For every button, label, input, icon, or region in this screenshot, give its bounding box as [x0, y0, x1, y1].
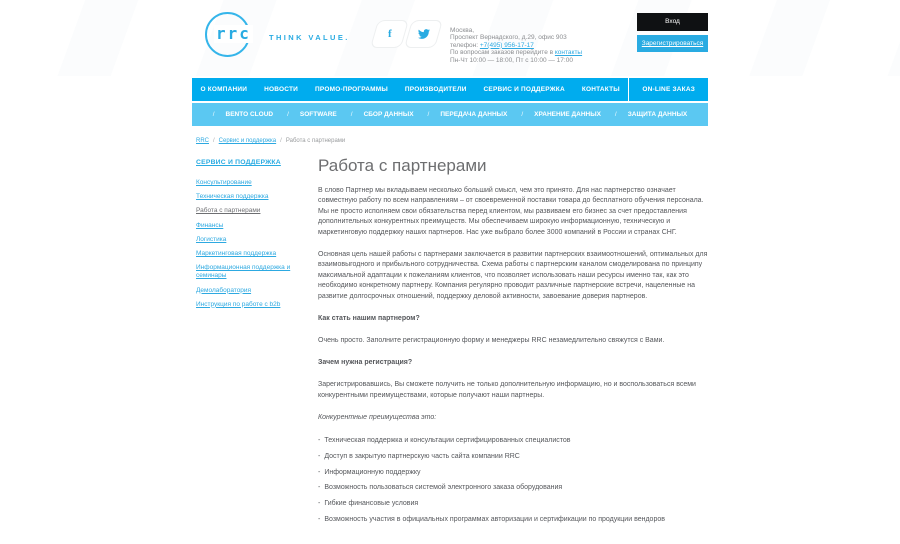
sidebar-item-tech-support[interactable]: Техническая поддержка: [196, 193, 269, 201]
nav-item-online-order[interactable]: ON-LINE ЗАКАЗ: [628, 78, 708, 101]
heading-why-register: Зачем нужна регистрация?: [318, 359, 413, 367]
list-item: - Гибкие финансовые условия: [318, 499, 708, 509]
social-links: [374, 20, 442, 48]
sidebar-title-service-support[interactable]: СЕРВИС И ПОДДЕРЖКА: [196, 159, 281, 166]
why-register-paragraph: Зарегистрировавшись, Вы сможете получить не только дополнительную информацию, но и воспользоваться всеми конкурентными преимуществами, которые получают наши партнеры.: [318, 381, 696, 399]
advantages-list: [318, 436, 708, 526]
phone-link[interactable]: +7(495) 956-17-17: [479, 41, 534, 49]
subnav-item-software[interactable]: / SOFTWARE: [287, 111, 337, 118]
rrc-logo[interactable]: [205, 12, 355, 60]
nav-item-news[interactable]: НОВОСТИ: [264, 86, 299, 93]
intro-paragraph: В слово Партнер мы вкладываем несколько больший смысл, чем это принято. Для нас партнерство означает совместную работу по всем направлениям – от своевременной поставки товара до бесплатного обучения персонала. Мы не просто исполняем свои обязательства перед клиентом, мы развиваем его бизнес за счет предоставления дополнительных конкурентных преимуществ. Мы обеспечиваем широкую информационную, техническую и маркетинговую поддержку наших партнеров. Нас уже выбрало более 3000 компаний в России и странах СНГ.: [318, 187, 704, 236]
sidebar-item-finance[interactable]: Финансы: [196, 221, 224, 229]
sidebar-item-consulting[interactable]: Консультирование: [196, 179, 252, 186]
advantages-intro: Конкурентные преимущества это:: [318, 414, 437, 422]
sidebar: [196, 159, 308, 315]
contact-address: Проспект Вернадского, д.29, офис 903: [450, 34, 567, 42]
auth-buttons: [637, 13, 708, 52]
subnav-item-data-transfer[interactable]: / ПЕРЕДАЧА ДАННЫХ: [428, 111, 508, 118]
breadcrumb-current: / Работа с партнерами: [276, 138, 345, 144]
nav-item-contacts[interactable]: КОНТАКТЫ: [581, 86, 620, 93]
facebook-icon: f: [387, 28, 392, 40]
become-partner-paragraph: Очень просто. Заполните регистрационную форму и менеджеры RRC незамедлительно свяжутся с Вами.: [318, 337, 665, 345]
sidebar-item-b2b-manual[interactable]: Инструкция по работе с b2b: [196, 300, 281, 308]
subnav-item-data-protection[interactable]: / ЗАЩИТА ДАННЫХ: [615, 111, 687, 118]
subnav-item-data-collection[interactable]: / СБОР ДАННЫХ: [351, 111, 414, 118]
list-item: - Возможность пользоваться системой электронного заказа оборудования: [318, 483, 708, 493]
page-title: Работа с партнерами: [318, 156, 487, 175]
heading-become-partner: Как стать нашим партнером?: [318, 315, 420, 323]
nav-item-company[interactable]: О КОМПАНИИ: [200, 86, 248, 93]
contact-city: Москва,: [450, 27, 474, 34]
breadcrumb: [196, 138, 345, 144]
contacts-link[interactable]: контакты: [554, 49, 583, 57]
sidebar-item-demolab[interactable]: Демолаборатория: [196, 286, 252, 294]
contact-orders-line: По вопросам заказов перейдите в контакты: [450, 49, 583, 57]
sub-navigation: [192, 103, 708, 126]
twitter-icon: [418, 28, 430, 40]
list-item: - Возможность участия в официальных программах авторизации и сертификации по продукции вендоров: [318, 515, 708, 525]
subnav-item-data-storage[interactable]: / ХРАНЕНИЕ ДАННЫХ: [521, 111, 601, 118]
logo-text: rrc: [216, 24, 251, 43]
list-item: - Доступ в закрытую партнерскую часть сайта компании RRC: [318, 452, 708, 462]
goal-paragraph: Основная цель нашей работы с партнерами заключается в развитии партнерских взаимоотношений, оптимальных для взаимовыгодного и прибыльного сотрудничества. Схема работы с партнерским каналом смоделирована по принципу максимальной адаптации к пожеланиям клиентов, что позволяет использовать наши ресурсы именно так, как это необходимо конкретному партнеру. Компания регулярно проводит различные партнерские встречи, нацеленные на развитие долгосрочных отношений, поддержку деловой активности, завоевание доверия партнеров.: [318, 251, 708, 300]
contact-phone-line: телефон: +7(495) 956-17-17: [450, 41, 534, 49]
sidebar-item-info-support-seminars[interactable]: Информационная поддержка и семинары: [196, 264, 291, 280]
facebook-link[interactable]: [370, 20, 409, 48]
breadcrumb-section[interactable]: / Сервис и поддержка: [209, 138, 276, 144]
register-button[interactable]: Зарегистрироваться: [637, 35, 708, 52]
nav-item-promo[interactable]: ПРОМО-ПРОГРАММЫ: [315, 86, 388, 93]
header-contact-info: [450, 27, 635, 64]
contact-hours: Пн-Чт 10:00 — 18:00, Пт с 10:00 — 17:00: [450, 56, 573, 64]
breadcrumb-home[interactable]: RRC: [196, 138, 209, 144]
list-item: - Техническая поддержка и консультации сертифицированных специалистов: [318, 436, 708, 446]
sidebar-item-marketing-support[interactable]: Маркетинговая поддержка: [196, 250, 277, 258]
sidebar-item-partners-current: Работа с партнерами: [196, 207, 261, 215]
main-content: [318, 156, 708, 531]
logo-tagline: THINK VALUE.: [269, 33, 350, 42]
twitter-link[interactable]: [404, 20, 443, 48]
subnav-item-bento-cloud[interactable]: / BENTO CLOUD: [213, 111, 273, 118]
nav-item-service-support[interactable]: СЕРВИС И ПОДДЕРЖКА: [483, 86, 565, 93]
list-item: - Информационную поддержку: [318, 468, 708, 478]
sidebar-item-logistics[interactable]: Логистика: [196, 235, 227, 243]
login-button[interactable]: Вход: [637, 13, 708, 31]
nav-item-vendors[interactable]: ПРОИЗВОДИТЕЛИ: [404, 86, 467, 93]
site-header: [0, 0, 900, 76]
main-navigation: [192, 78, 708, 101]
